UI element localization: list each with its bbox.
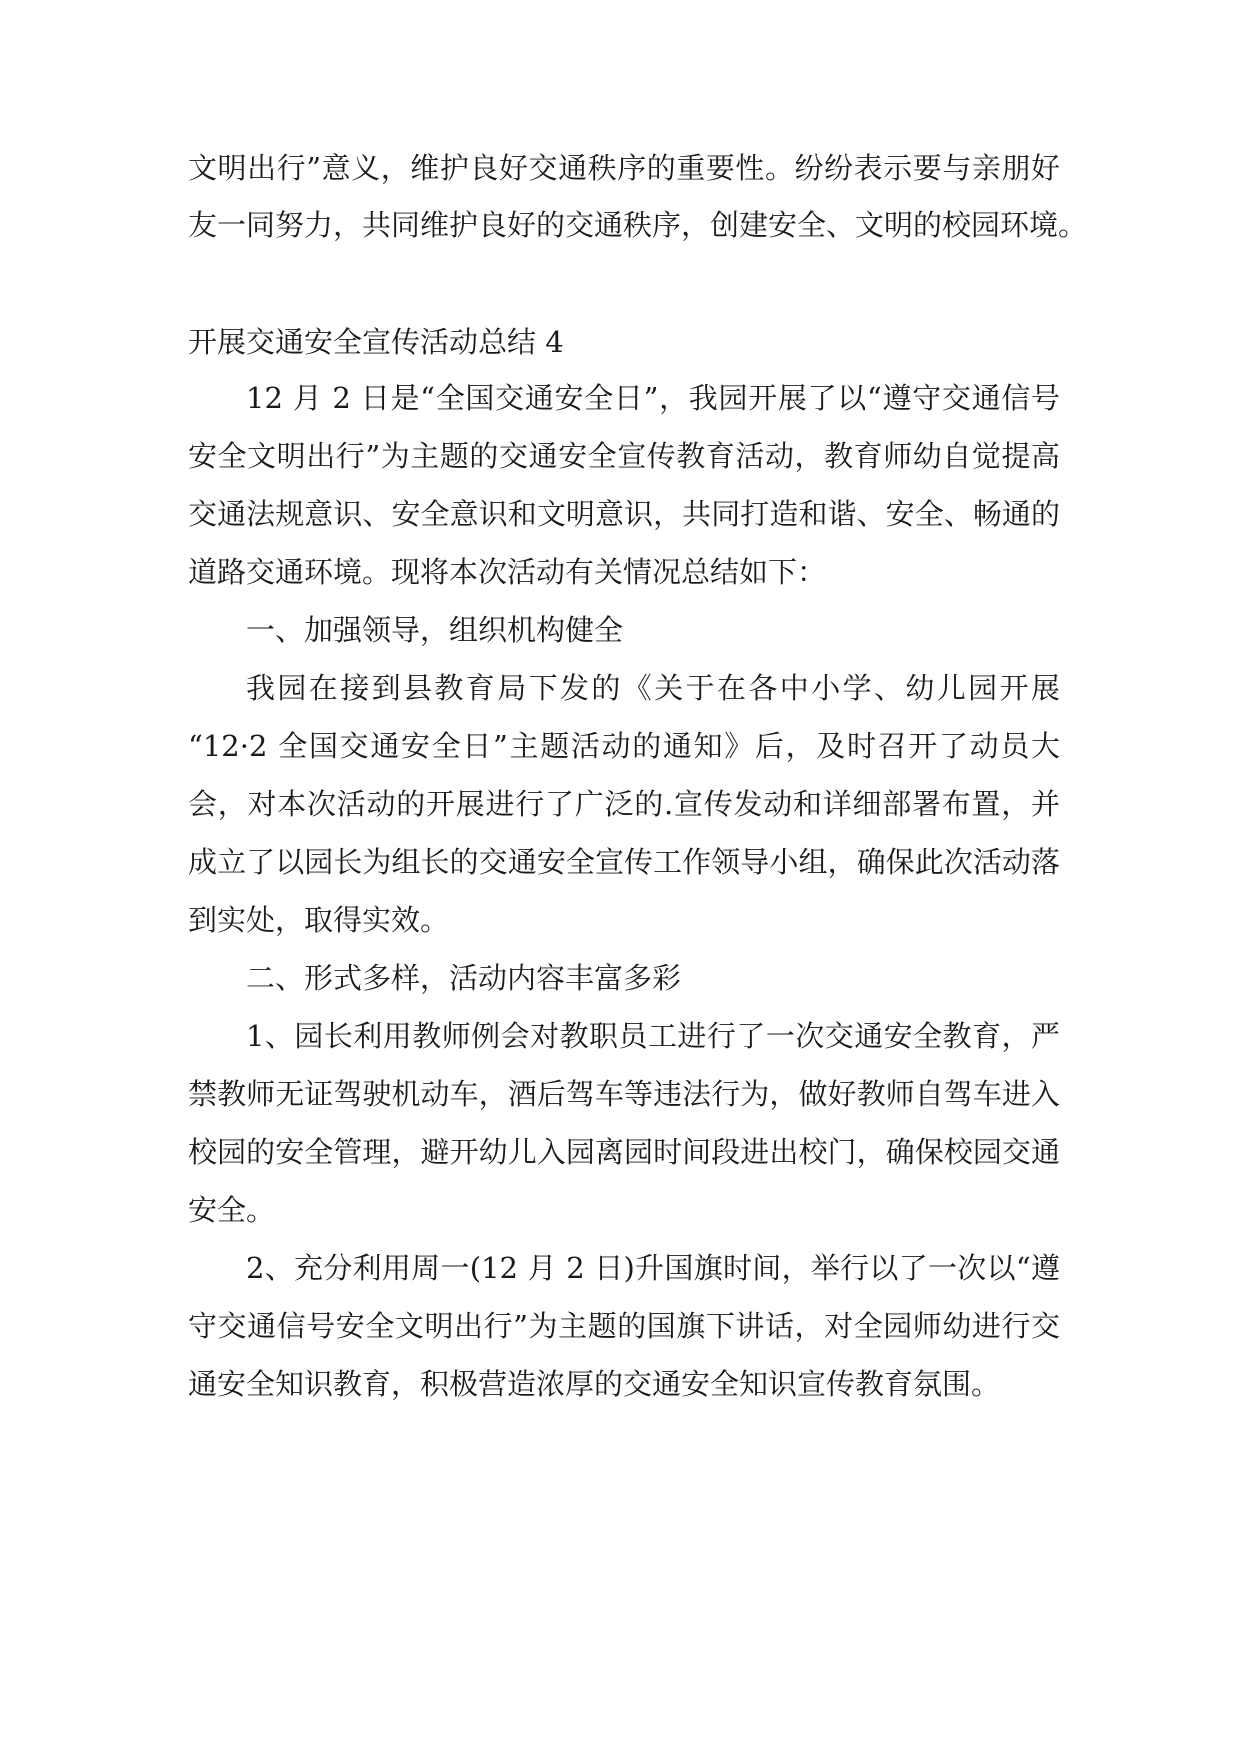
body-text-line: 12 月 2 日是“全国交通安全日”，我园开展了以“遵守交通信号	[246, 381, 1060, 415]
body-text-line: 成立了以园长为组长的交通安全宣传工作领导小组，确保此次活动落	[188, 845, 1060, 879]
body-text-line: 道路交通环境。现将本次活动有关情况总结如下：	[188, 555, 827, 589]
body-text-line: 通安全知识教育，积极营造浓厚的交通安全知识宣传教育氛围。	[188, 1367, 1001, 1401]
subsection-heading: 二、形式多样，活动内容丰富多彩	[246, 961, 682, 995]
body-text-line: 交通法规意识、安全意识和文明意识，共同打造和谐、安全、畅通的	[188, 497, 1060, 531]
body-text-line: 2、充分利用周一(12 月 2 日)升国旗时间，举行以了一次以“遵	[246, 1251, 1060, 1285]
body-text-line: 校园的安全管理，避开幼儿入园离园时间段进出校门，确保校园交通	[188, 1135, 1060, 1169]
body-text-line: 我园在接到县教育局下发的《关于在各中小学、幼儿园开展	[246, 671, 1060, 705]
body-text-line: 安全文明出行”为主题的交通安全宣传教育活动，教育师幼自觉提高	[188, 439, 1060, 473]
subsection-heading: 一、加强领导，组织机构健全	[246, 613, 624, 647]
body-text-line: “12·2 全国交通安全日”主题活动的通知》后，及时召开了动员大	[188, 729, 1060, 763]
body-text-line: 安全。	[188, 1193, 276, 1227]
body-text-line: 禁教师无证驾驶机动车，酒后驾车等违法行为，做好教师自驾车进入	[188, 1077, 1060, 1111]
body-text-line: 文明出行”意义，维护良好交通秩序的重要性。纷纷表示要与亲朋好	[188, 151, 1060, 185]
body-text-line: 会，对本次活动的开展进行了广泛的.宣传发动和详细部署布置，并	[188, 787, 1060, 821]
body-text-line: 到实处，取得实效。	[188, 903, 450, 937]
body-text-line: 1、园长利用教师例会对教职员工进行了一次交通安全教育，严	[246, 1019, 1060, 1053]
body-text-line: 友一同努力，共同维护良好的交通秩序，创建安全、文明的校园环境。	[188, 208, 1088, 242]
body-text-line: 守交通信号安全文明出行”为主题的国旗下讲话，对全园师幼进行交	[188, 1309, 1060, 1343]
section-heading: 开展交通安全宣传活动总结 4	[188, 325, 564, 359]
